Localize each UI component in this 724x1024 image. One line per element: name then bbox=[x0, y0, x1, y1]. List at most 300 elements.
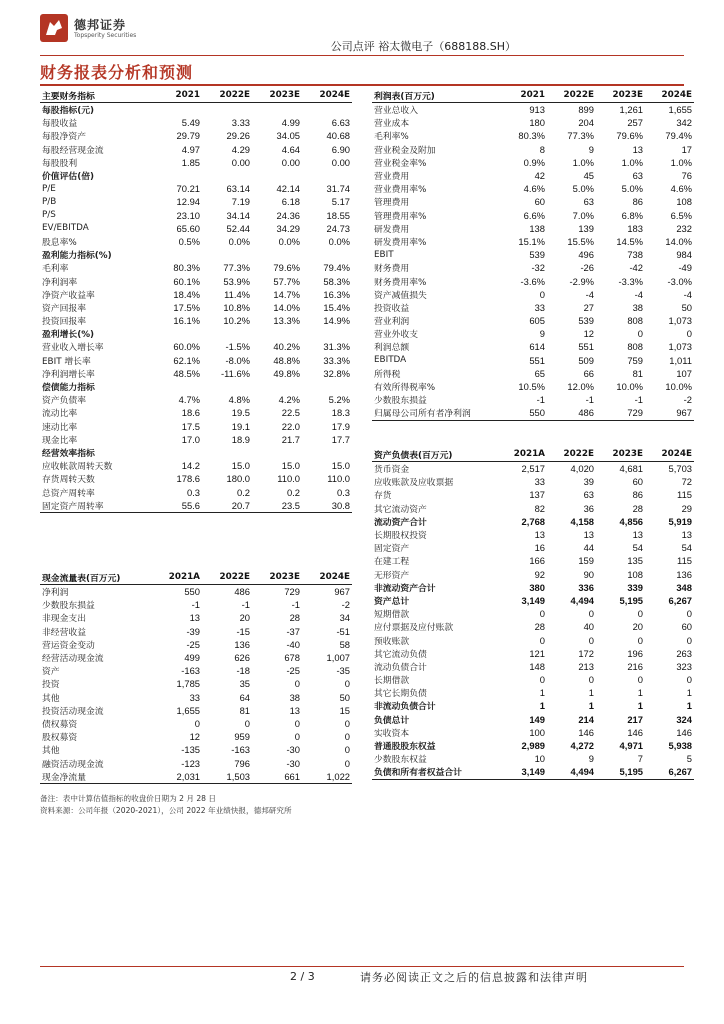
row-label: 负债总计 bbox=[374, 715, 410, 726]
table-row bbox=[40, 677, 352, 690]
cell-value: 10 bbox=[534, 753, 545, 765]
cell-value: 1.0% bbox=[621, 156, 643, 168]
cell-value: 32.8% bbox=[323, 367, 350, 379]
row-label: 资产 bbox=[42, 667, 60, 678]
section-row bbox=[40, 327, 352, 340]
cell-value: 22.5 bbox=[281, 407, 300, 419]
cell-value: 15.0 bbox=[231, 460, 250, 472]
cell-value: 148 bbox=[529, 660, 545, 672]
table-row bbox=[372, 528, 694, 541]
cell-value: -8.0% bbox=[225, 354, 250, 366]
row-label: 资产减值损失 bbox=[374, 290, 427, 301]
cell-value: 54 bbox=[632, 542, 643, 554]
row-label: 每股收益 bbox=[42, 119, 78, 130]
row-label: 非现金支出 bbox=[42, 614, 86, 625]
cell-value: 0.2 bbox=[236, 486, 250, 498]
row-label: 长期股权投资 bbox=[374, 531, 427, 542]
row-label: 财务费用率% bbox=[374, 277, 427, 288]
row-label: 总资产周转率 bbox=[42, 488, 95, 499]
cell-value bbox=[202, 446, 252, 459]
cell-value: 196 bbox=[627, 647, 643, 659]
row-label: EBIT 增长率 bbox=[42, 356, 91, 367]
cell-value bbox=[202, 169, 252, 182]
cell-value: 217 bbox=[627, 713, 643, 725]
cell-value: 5.0% bbox=[621, 183, 643, 195]
row-label: 股息率% bbox=[42, 237, 77, 248]
cell-value: 339 bbox=[627, 581, 643, 593]
year-header: 2021 bbox=[152, 88, 202, 103]
cell-value: 34.29 bbox=[276, 222, 300, 234]
cell-value: 13.3% bbox=[273, 315, 300, 327]
row-label: EV/EBITDA bbox=[42, 223, 89, 234]
cell-value: 31.74 bbox=[326, 183, 350, 195]
cell-value: 1,073 bbox=[668, 315, 692, 327]
cell-value bbox=[152, 446, 202, 459]
row-label: 非流动资产合计 bbox=[374, 583, 436, 594]
cell-value: -1 bbox=[536, 394, 545, 406]
cell-value: 0 bbox=[637, 634, 643, 646]
row-label: 现金净流量 bbox=[40, 770, 152, 784]
row-label: 净利润率 bbox=[42, 277, 78, 288]
cell-value: 4.99 bbox=[281, 117, 300, 129]
table-row bbox=[372, 156, 694, 169]
cell-value: 1.0% bbox=[670, 156, 692, 168]
cell-value: 380 bbox=[529, 581, 545, 593]
table-row bbox=[372, 380, 694, 393]
row-label: 每股净资产 bbox=[42, 132, 86, 143]
cell-value: 22.0 bbox=[281, 420, 300, 432]
cell-value: 33 bbox=[534, 476, 545, 488]
row-label: 每股经营现金流 bbox=[42, 145, 104, 156]
table-row bbox=[40, 340, 352, 353]
row-label: 营业成本 bbox=[374, 119, 410, 130]
disclaimer: 请务必阅读正文之后的信息披露和法律声明 bbox=[360, 971, 588, 984]
cell-value: 36 bbox=[583, 502, 594, 514]
cell-value: 1.0% bbox=[572, 156, 594, 168]
cell-value: 509 bbox=[578, 354, 594, 366]
cell-value bbox=[302, 327, 352, 340]
cell-value: 6.6% bbox=[523, 209, 545, 221]
cell-value: 18.6 bbox=[181, 407, 200, 419]
cell-value: 16 bbox=[534, 542, 545, 554]
table-notes bbox=[40, 793, 292, 817]
cell-value: 6.8% bbox=[621, 209, 643, 221]
cell-value: 58 bbox=[339, 638, 350, 650]
cell-value: 53.9% bbox=[223, 275, 250, 287]
cell-value: 137 bbox=[529, 489, 545, 501]
table-row bbox=[372, 274, 694, 287]
cell-value: 6.90 bbox=[331, 143, 350, 155]
cell-value: 10.0% bbox=[616, 381, 643, 393]
row-label: 价值评估(倍) bbox=[42, 172, 95, 183]
cell-value: 1,007 bbox=[326, 652, 350, 664]
title-divider bbox=[40, 84, 684, 86]
page-title: 财务报表分析和预测 bbox=[40, 63, 194, 82]
cell-value: 23.10 bbox=[176, 209, 200, 221]
cell-value: 60.0% bbox=[173, 341, 200, 353]
table-row bbox=[40, 638, 352, 651]
table-row bbox=[40, 182, 352, 195]
row-label: 营业利润 bbox=[374, 317, 410, 328]
cell-value: -2 bbox=[683, 394, 692, 406]
row-label: 每股指标(元) bbox=[42, 106, 95, 117]
cell-value: 5,195 bbox=[619, 594, 643, 606]
cell-value: 86 bbox=[632, 196, 643, 208]
row-label: 货币资金 bbox=[374, 465, 410, 476]
cell-value: -2 bbox=[341, 599, 350, 611]
row-label: 毛利率 bbox=[42, 264, 69, 275]
table-row bbox=[372, 327, 694, 340]
row-label: 少数股东权益 bbox=[374, 755, 427, 766]
cell-value: 14.0% bbox=[273, 301, 300, 313]
row-label: 实收资本 bbox=[374, 728, 410, 739]
cell-value: 12.94 bbox=[176, 196, 200, 208]
cell-value: 33.3% bbox=[323, 354, 350, 366]
cell-value: 6.5% bbox=[670, 209, 692, 221]
cell-value: 324 bbox=[676, 713, 692, 725]
cell-value: 15.5% bbox=[567, 235, 594, 247]
cell-value: 1,261 bbox=[619, 104, 643, 116]
table-header-row bbox=[372, 88, 694, 103]
cell-value: 1 bbox=[637, 687, 643, 699]
cell-value: 1 bbox=[588, 687, 594, 699]
cell-value bbox=[302, 103, 352, 117]
table-row bbox=[372, 354, 694, 367]
cell-value: 9 bbox=[588, 753, 594, 765]
cell-value: 108 bbox=[676, 196, 692, 208]
cell-value: 4,158 bbox=[570, 515, 594, 527]
table-row bbox=[40, 691, 352, 704]
cell-value bbox=[202, 103, 252, 117]
row-label: 负债和所有者权益合计 bbox=[372, 765, 498, 779]
table-row bbox=[372, 660, 694, 673]
cell-value: 539 bbox=[529, 249, 545, 261]
cell-value: -123 bbox=[181, 757, 200, 769]
section-row bbox=[40, 103, 352, 117]
year-header: 2022E bbox=[202, 570, 252, 585]
cell-value bbox=[152, 327, 202, 340]
cell-value: 14.9% bbox=[323, 315, 350, 327]
cell-value: 11.4% bbox=[224, 288, 250, 300]
cell-value: 0 bbox=[539, 674, 545, 686]
cell-value: 55.6 bbox=[152, 499, 202, 513]
row-label: 毛利率% bbox=[374, 132, 409, 143]
cash-flow-table bbox=[40, 570, 352, 784]
row-label: 净资产收益率 bbox=[42, 290, 95, 301]
table-row bbox=[372, 103, 694, 117]
header-divider bbox=[40, 55, 684, 56]
row-label: 股权募资 bbox=[42, 733, 78, 744]
cell-value: 4.7% bbox=[178, 394, 200, 406]
cell-value: -4 bbox=[585, 288, 594, 300]
cell-value: 15.0 bbox=[331, 460, 350, 472]
cell-value: 1,022 bbox=[302, 770, 352, 784]
cell-value: 0 bbox=[686, 608, 692, 620]
cell-value: 115 bbox=[677, 555, 692, 567]
cell-value bbox=[252, 380, 302, 393]
year-header: 2021A bbox=[152, 570, 202, 585]
table-row bbox=[40, 274, 352, 287]
cell-value: 342 bbox=[676, 117, 692, 129]
cell-value: 336 bbox=[578, 581, 594, 593]
cell-value: 2,517 bbox=[521, 463, 545, 475]
table-row bbox=[372, 594, 694, 607]
cell-value: 496 bbox=[578, 249, 594, 261]
cell-value: 115 bbox=[677, 489, 692, 501]
cell-value: 0.00 bbox=[281, 156, 300, 168]
cell-value: 5,938 bbox=[668, 740, 692, 752]
cell-value bbox=[252, 248, 302, 261]
cell-value: 13 bbox=[632, 529, 643, 541]
row-label: 管理费用率% bbox=[374, 211, 427, 222]
table-row bbox=[40, 459, 352, 472]
cell-value bbox=[302, 248, 352, 261]
cell-value: 16.1% bbox=[173, 315, 200, 327]
table-row bbox=[40, 222, 352, 235]
table-row bbox=[372, 620, 694, 633]
row-label: 投资回报率 bbox=[42, 317, 86, 328]
cell-value: 80.3% bbox=[518, 130, 545, 142]
table-row bbox=[40, 393, 352, 406]
table-row bbox=[372, 222, 694, 235]
cell-value: 12 bbox=[189, 731, 200, 743]
cell-value: 64 bbox=[239, 691, 250, 703]
table-row bbox=[40, 499, 352, 513]
cell-value: 4.6% bbox=[523, 183, 545, 195]
row-label: 营业费用率% bbox=[374, 185, 427, 196]
cell-value: 486 bbox=[547, 406, 596, 420]
cell-value: 29 bbox=[681, 502, 692, 514]
income-statement-table bbox=[372, 88, 694, 421]
cell-value: 539 bbox=[578, 315, 594, 327]
cell-value: 0.2 bbox=[286, 486, 300, 498]
row-label: 短期借款 bbox=[374, 610, 410, 621]
balance-sheet-table bbox=[372, 447, 694, 780]
cell-value: 18.3 bbox=[331, 407, 350, 419]
cell-value: 60 bbox=[681, 621, 692, 633]
cell-value: 0 bbox=[539, 288, 545, 300]
table-row bbox=[40, 235, 352, 248]
cell-value: -3.6% bbox=[520, 275, 545, 287]
cell-value: 216 bbox=[627, 660, 643, 672]
table-row bbox=[40, 611, 352, 624]
table-row bbox=[40, 625, 352, 638]
cell-value: 70.21 bbox=[176, 183, 200, 195]
cell-value: 12 bbox=[583, 328, 594, 340]
cell-value: 4,856 bbox=[619, 515, 643, 527]
row-label: 流动资产合计 bbox=[374, 517, 427, 528]
table-row bbox=[40, 756, 352, 769]
table-row bbox=[372, 765, 694, 779]
cell-value: 20 bbox=[632, 621, 643, 633]
cell-value: 34.14 bbox=[226, 209, 250, 221]
row-label: 管理费用 bbox=[374, 198, 410, 209]
table-row bbox=[372, 116, 694, 129]
cell-value: 4,272 bbox=[570, 740, 594, 752]
cell-value: 2,031 bbox=[152, 770, 202, 784]
row-label: 研发费用率% bbox=[374, 237, 427, 248]
row-label: 营业税金及附加 bbox=[374, 145, 436, 156]
year-header: 2022E bbox=[547, 447, 596, 462]
table-row bbox=[372, 726, 694, 739]
cell-value: 40 bbox=[583, 621, 594, 633]
cell-value: 204 bbox=[578, 117, 594, 129]
cell-value: 0.9% bbox=[523, 156, 545, 168]
table-title: 主要财务指标 bbox=[40, 88, 152, 103]
cell-value: 27 bbox=[583, 301, 594, 313]
cell-value: 34 bbox=[339, 612, 350, 624]
cell-value: 257 bbox=[627, 117, 643, 129]
row-label: 偿债能力指标 bbox=[42, 383, 95, 394]
cell-value: 18.4% bbox=[173, 288, 200, 300]
cell-value: 65 bbox=[534, 367, 545, 379]
cell-value: 45 bbox=[583, 170, 594, 182]
cell-value: -39 bbox=[186, 625, 200, 637]
row-label: 少数股东损益 bbox=[374, 396, 427, 407]
row-label: P/S bbox=[42, 210, 56, 221]
row-label: 每股股利 bbox=[42, 158, 78, 169]
row-label: 其它流动负债 bbox=[374, 649, 427, 660]
year-header: 2024E bbox=[645, 447, 694, 462]
cell-value bbox=[252, 169, 302, 182]
cell-value: 13 bbox=[632, 143, 643, 155]
cell-value: -135 bbox=[181, 744, 200, 756]
cell-value: 79.4% bbox=[323, 262, 350, 274]
table-row bbox=[40, 288, 352, 301]
table-title: 资产负债表(百万元) bbox=[372, 447, 498, 462]
cell-value bbox=[152, 103, 202, 117]
row-label: 资产总计 bbox=[374, 596, 410, 607]
table-row bbox=[372, 502, 694, 515]
row-label: 盈利增长(%) bbox=[42, 330, 95, 341]
table-row bbox=[40, 195, 352, 208]
row-label: 经营活动现金流 bbox=[42, 654, 104, 665]
cell-value: -11.6% bbox=[220, 367, 250, 379]
cell-value: 10.2% bbox=[223, 315, 250, 327]
row-label: 研发费用 bbox=[374, 224, 410, 235]
table-row bbox=[372, 209, 694, 222]
cell-value: 52.44 bbox=[226, 222, 250, 234]
cell-value: 9 bbox=[539, 328, 545, 340]
cell-value: 17.0 bbox=[181, 433, 200, 445]
table-row bbox=[372, 554, 694, 567]
table-row bbox=[40, 598, 352, 611]
cell-value: 172 bbox=[578, 647, 594, 659]
cell-value: 0 bbox=[588, 608, 594, 620]
cell-value: 0.5% bbox=[178, 235, 200, 247]
cell-value: 21.7 bbox=[281, 433, 300, 445]
table-row bbox=[372, 581, 694, 594]
report-header: 公司点评 裕太微电子（688188.SH） bbox=[330, 40, 516, 53]
table-row bbox=[372, 314, 694, 327]
cell-value: 72 bbox=[681, 476, 692, 488]
cell-value: -15 bbox=[236, 625, 250, 637]
table-row bbox=[40, 585, 352, 599]
row-label: 非经营收益 bbox=[42, 627, 86, 638]
table-row bbox=[372, 752, 694, 765]
cell-value: 263 bbox=[676, 647, 692, 659]
cell-value: 14.0% bbox=[665, 235, 692, 247]
row-label: 营业总收入 bbox=[374, 106, 418, 117]
cell-value: 38 bbox=[632, 301, 643, 313]
cell-value: 15 bbox=[339, 704, 350, 716]
cell-value: 178.6 bbox=[176, 473, 200, 485]
cell-value: 10.0% bbox=[665, 381, 692, 393]
cell-value: 50 bbox=[681, 301, 692, 313]
cell-value: 984 bbox=[676, 249, 692, 261]
cell-value: 17 bbox=[681, 143, 692, 155]
cell-value: 4.8% bbox=[228, 394, 250, 406]
row-label: 应收账款及应收票据 bbox=[374, 478, 454, 489]
cell-value: -25 bbox=[286, 665, 300, 677]
cell-value: 33 bbox=[534, 301, 545, 313]
table-row bbox=[372, 607, 694, 620]
table-row bbox=[372, 261, 694, 274]
row-label: 营业收入增长率 bbox=[42, 343, 104, 354]
cell-value: 0 bbox=[294, 678, 300, 690]
row-label: 固定资产周转率 bbox=[40, 499, 152, 513]
table-row bbox=[40, 651, 352, 664]
cell-value: 6,267 bbox=[645, 765, 694, 779]
row-label: 债权募资 bbox=[42, 719, 78, 730]
table-row bbox=[40, 354, 352, 367]
table-row bbox=[372, 568, 694, 581]
logo-text-en: Topsperity Securities bbox=[74, 32, 137, 39]
table-row bbox=[372, 673, 694, 686]
table-row bbox=[372, 195, 694, 208]
table-title: 利润表(百万元) bbox=[372, 88, 498, 103]
cell-value: 0 bbox=[686, 674, 692, 686]
cell-value: 159 bbox=[578, 555, 594, 567]
table-row bbox=[372, 301, 694, 314]
cell-value bbox=[152, 248, 202, 261]
cell-value: 4.2% bbox=[278, 394, 300, 406]
cell-value: 2,768 bbox=[521, 515, 545, 527]
cell-value: 0.0% bbox=[228, 235, 250, 247]
cell-value: 1,073 bbox=[668, 341, 692, 353]
table-row bbox=[40, 209, 352, 222]
row-label: 净利润 bbox=[42, 588, 69, 599]
cell-value: 4.29 bbox=[231, 143, 250, 155]
cell-value: 4.97 bbox=[181, 143, 200, 155]
cell-value: 1 bbox=[588, 700, 594, 712]
cell-value: 81 bbox=[239, 704, 250, 716]
row-label: 存货 bbox=[374, 491, 392, 502]
row-label: 营业费用 bbox=[374, 172, 410, 183]
cell-value: 5 bbox=[686, 753, 692, 765]
company-logo bbox=[40, 14, 160, 44]
cell-value: 110.0 bbox=[277, 473, 300, 485]
table-row bbox=[40, 730, 352, 743]
cell-value: 14.2 bbox=[181, 460, 200, 472]
year-header: 2023E bbox=[252, 570, 302, 585]
cell-value: 8 bbox=[539, 143, 545, 155]
cell-value: 0 bbox=[686, 328, 692, 340]
cell-value: 0.0% bbox=[278, 235, 300, 247]
cell-value bbox=[302, 446, 352, 459]
cell-value: 48.8% bbox=[273, 354, 300, 366]
cell-value: 136 bbox=[676, 568, 692, 580]
cell-value: 0.00 bbox=[331, 156, 350, 168]
table-row bbox=[372, 739, 694, 752]
cell-value: 13 bbox=[534, 529, 545, 541]
cell-value: 808 bbox=[627, 315, 643, 327]
table-row bbox=[372, 248, 694, 261]
cell-value: 4.6% bbox=[670, 183, 692, 195]
cell-value: 19.1 bbox=[231, 420, 250, 432]
cell-value: -49 bbox=[678, 262, 692, 274]
table-row bbox=[40, 420, 352, 433]
